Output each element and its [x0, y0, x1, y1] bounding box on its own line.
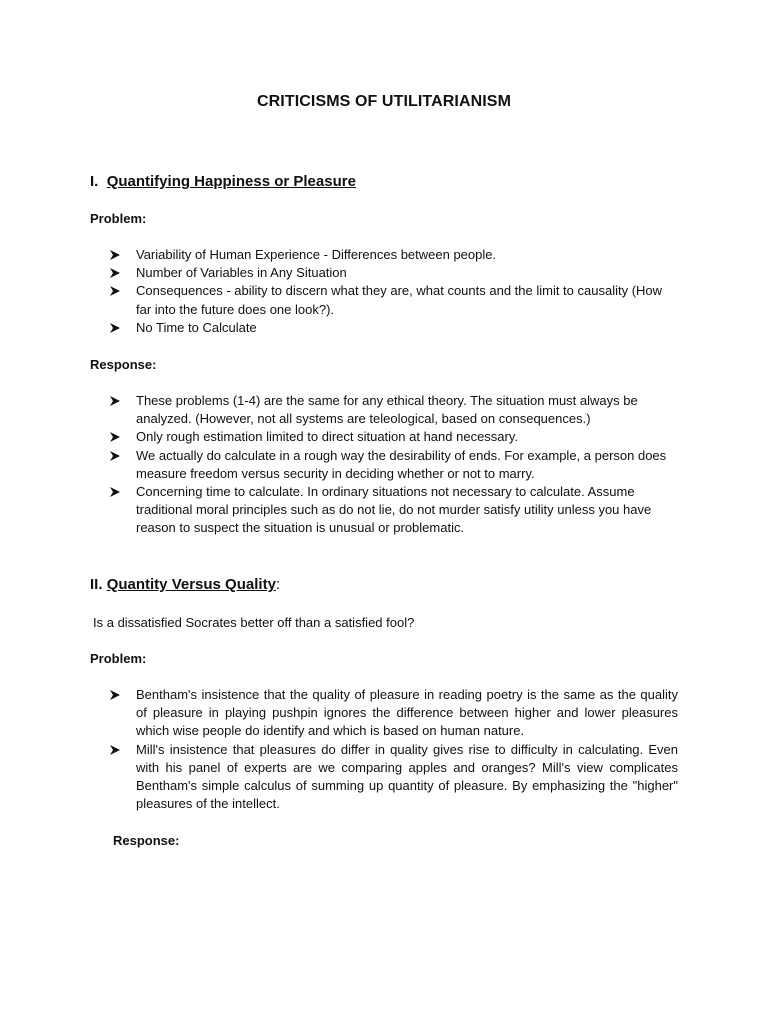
section-1-number: I. [90, 173, 99, 190]
list-item: Consequences - ability to discern what they are, what counts and the limit to causality (How far into the future does one look?). [110, 282, 678, 318]
arrowhead-bullet-icon [110, 487, 120, 497]
section-2-colon: : [275, 576, 281, 593]
arrowhead-bullet-icon [110, 745, 120, 755]
list-item: Mill's insistence that pleasures do differ in quality gives rise to difficulty in calculating. Even with his panel of experts are we comparing apples and oranges? Mill's view complicates Bentham's simple calculus of summing up quantity of pleasure. By emphasizing the "higher" pleasures of the intellect. [110, 741, 678, 814]
arrowhead-bullet-icon [110, 286, 120, 296]
list-item: We actually do calculate in a rough way the desirability of ends. For example, a person does measure freedom versus security in deciding whether or not to marry. [110, 447, 678, 483]
section-2-response-label: Response: [113, 833, 180, 848]
document-title: CRITICISMS OF UTILITARIANISM [256, 93, 512, 110]
list-item: No Time to Calculate [110, 319, 678, 337]
list-item: These problems (1-4) are the same for any ethical theory. The situation must always be analyzed. (However, not all systems are teleological, based on consequences.) [110, 392, 678, 428]
arrowhead-bullet-icon [110, 250, 120, 260]
section-1-problem-label: Problem: [90, 211, 147, 226]
section-1-title: Quantifying Happiness or Pleasure [106, 173, 356, 190]
arrowhead-bullet-icon [110, 432, 120, 442]
section-1-response-label: Response: [90, 357, 157, 372]
section-2-problem-list [110, 686, 678, 813]
arrowhead-bullet-icon [110, 396, 120, 406]
list-item: Bentham's insistence that the quality of pleasure in reading poetry is the same as the quality of pleasure in playing pushpin ignores the difference between higher and lower pleasures which wise people do identify and which is based on human nature. [110, 686, 678, 741]
section-2-heading [90, 576, 280, 593]
section-2-problem-label: Problem: [90, 651, 147, 666]
section-1-response-list [110, 392, 678, 538]
arrowhead-bullet-icon [110, 268, 120, 278]
section-2-title: Quantity Versus Quality [106, 576, 276, 593]
list-item: Number of Variables in Any Situation [110, 264, 678, 282]
list-item: Concerning time to calculate. In ordinary situations not necessary to calculate. Assume traditional moral principles such as do not lie, do not murder satisfy utility unless you have reason to suspect the situation is unusual or problematic. [110, 483, 678, 538]
list-item: Only rough estimation limited to direct situation at hand necessary. [110, 428, 678, 446]
section-1-problem-list [110, 246, 678, 337]
section-2-question: Is a dissatisfied Socrates better off than a satisfied fool? [93, 615, 415, 630]
arrowhead-bullet-icon [110, 323, 120, 333]
arrowhead-bullet-icon [110, 451, 120, 461]
arrowhead-bullet-icon [110, 690, 120, 700]
section-2-number: II. [90, 576, 103, 593]
section-1-heading [90, 173, 356, 190]
list-item: Variability of Human Experience - Differences between people. [110, 246, 678, 264]
